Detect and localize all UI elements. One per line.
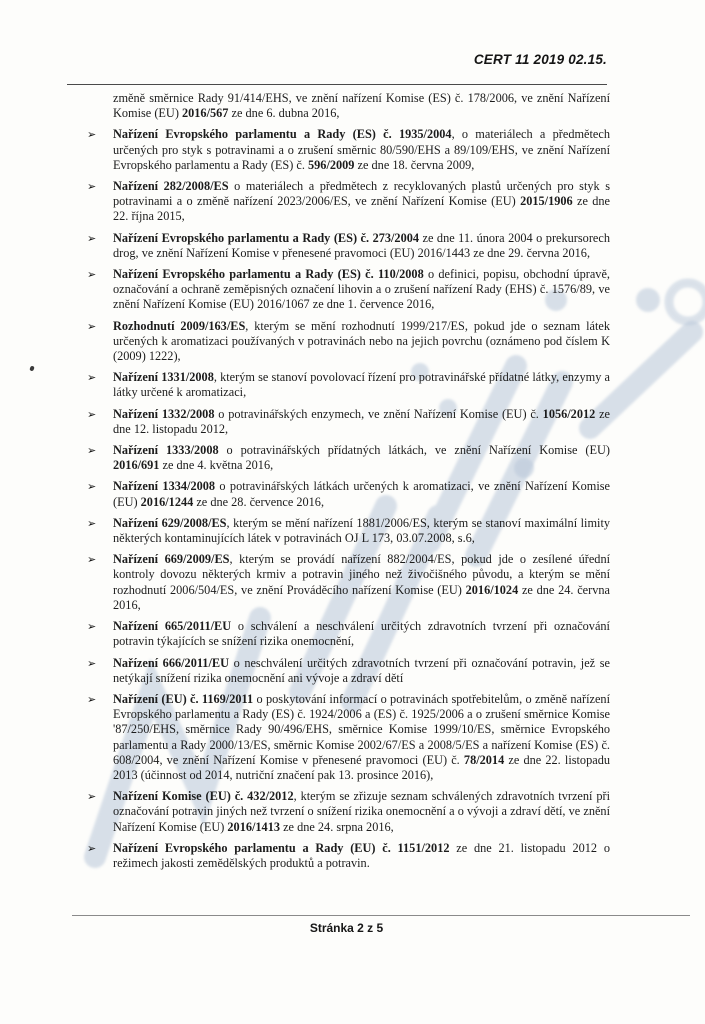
regulation-text: Nařízení 1332/2008 o potravinářských enzymech, ve znění Nařízení Komise (EU) č. 1056/2012 ze dne 12. listopadu 2012, [113, 406, 610, 436]
regulation-text: Nařízení 669/2009/ES, kterým se provádí nařízení 882/2004/ES, pokud jde o zesílené úřední kontroly dovozu některých krmiv a potravin jiného než živočišného původu, a kterým se mění rozhodnutí 2006/504/ES, ve znění Prováděcího nařízení Komise (EU) 2016/1024 ze dne 24. června 2016, [113, 552, 611, 612]
regulation-text: Nařízení 1334/2008 o potravinářských látkách určených k aromatizaci, ve znění Nařízení Komise (EU) 2016/1244 ze dne 28. července 2016, [113, 479, 610, 509]
bullet-arrow-icon: ➢ [87, 181, 97, 194]
bullet-arrow-icon: ➢ [87, 269, 97, 282]
bullet-arrow-icon: ➢ [87, 232, 97, 245]
bullet-arrow-icon: ➢ [87, 693, 97, 706]
regulation-text: Nařízení 1333/2008 o potravinářských přídatných látkách, ve znění Nařízení Komise (EU) 2016/691 ze dne 4. května 2016, [113, 443, 610, 473]
list-item [87, 479, 610, 509]
bullet-arrow-icon: ➢ [87, 517, 97, 530]
regulation-text: Nařízení 666/2011/EU o neschválení určitých zdravotních tvrzení při označování potravin, jež se netýkají snížení rizika onemocnění ani vývoje a zdraví dětí [113, 655, 610, 685]
list-item [87, 619, 610, 649]
regulation-text: Nařízení 1331/2008, kterým se stanoví povolovací řízení pro potravinářské přídatné látky, enzymy a látky určené k aromatizaci, [113, 370, 610, 400]
regulation-text: Nařízení Komise (EU) č. 432/2012, kterým se zřizuje seznam schválených zdravotních tvrzení při označování potravin jiných než tvrzení o snížení rizika onemocnění a o vývoji a zdraví dětí, ve znění Nařízení Komise (EU) 2016/1413 ze dne 24. srpna 2016, [113, 789, 611, 834]
list-item [87, 267, 610, 313]
regulation-text: Nařízení 282/2008/ES o materiálech a předmětech z recyklovaných plastů určených pro styk s potravinami a o změně nařízení 2023/2006/ES, ve znění Nařízení Komise (EU) 2015/1906 ze dne 22. října 2015, [113, 179, 611, 224]
list-item [87, 840, 610, 871]
bullet-arrow-icon: ➢ [87, 320, 97, 333]
regulation-text: Nařízení Evropského parlamentu a Rady (EU) č. 1151/2012 ze dne 21. listopadu 2012 o režimech jakosti zemědělských produktů a potravin. [113, 840, 610, 870]
list-item [87, 691, 610, 783]
bullet-arrow-icon: ➢ [87, 372, 97, 385]
regulation-text: Rozhodnutí 2009/163/ES, kterým se mění rozhodnutí 1999/217/ES, pokud jde o seznam látek určených k aromatizaci používaných v potravinách nebo na jejich povrchu (oznámeno pod číslem K (2009) 1222), [113, 318, 610, 364]
bullet-arrow-icon: ➢ [87, 445, 97, 458]
regulation-text: Nařízení 629/2008/ES, kterým se mění nařízení 1881/2006/ES, kterým se stanoví maximální limity některých kontaminujících látek v potravinách OJ L 173, 03.07.2008, s.6, [113, 515, 611, 546]
document-code: CERT 11 2019 02.15. [473, 52, 607, 67]
bullet-arrow-icon: ➢ [87, 791, 97, 804]
intro-paragraph: změně směrnice Rady 91/414/EHS, ve znění nařízení Komise (ES) č. 178/2006, ve znění Nařízení Komise (EU) 2016/567 ze dne 6. dubna 2016, [113, 91, 610, 121]
bullet-arrow-icon: ➢ [87, 621, 97, 634]
bullet-arrow-icon: ➢ [87, 408, 97, 421]
list-item [87, 552, 611, 613]
list-item [87, 318, 610, 365]
regulation-text: Nařízení Evropského parlamentu a Rady (ES) č. 110/2008 o definici, popisu, obchodní úpravě, označování a ochraně zeměpisných označení lihovin a o zrušení nařízení Rady (EHS) č. 1576/89, ve znění Nařízení Komise (EU) 2016/1067 ze dne 1. července 2016, [113, 267, 610, 312]
bullet-arrow-icon: ➢ [87, 842, 97, 855]
list-item [87, 655, 610, 686]
regulation-text: Nařízení 665/2011/EU o schválení a neschválení určitých zdravotních tvrzení při označování potravin týkajících se snížení rizika onemocnění, [113, 619, 610, 649]
list-item [87, 443, 610, 473]
list-item [87, 179, 611, 225]
bullet-arrow-icon: ➢ [87, 481, 97, 494]
page-number: Stránka 2 z 5 [309, 921, 384, 935]
header-rule [67, 84, 607, 85]
document-body [68, 91, 610, 877]
bullet-arrow-icon: ➢ [87, 129, 97, 142]
regulation-text: Nařízení Evropského parlamentu a Rady (ES) č. 273/2004 ze dne 11. února 2004 o prekursorech drog, ve znění Nařízení Komise v přenesené pravomoci (EU) 2016/1443 ze dne 29. června 2016, [113, 230, 610, 260]
regulation-text: Nařízení (EU) č. 1169/2011 o poskytování informací o potravinách spotřebitelům, o změně nařízení Evropského parlamentu a Rady (ES) č. 1924/2006 a (ES) č. 1925/2006 a o zrušení směrnice Komise '87/250/EHS, směrnice Rady 90/496/EHS, směrnice Komise 1999/10/ES, směrnice Evropského parlamentu a Rady 2000/13/ES, směrnic Komise 2002/67/ES a 2008/5/ES a nařízení Komise (ES) č. 608/2004, ve znění Nařízení Komise v přenesené pravomoci (EU) č. 78/2014 ze dne 22. listopadu 2013 (účinnost od 2014, nutriční značení pak 13. prosince 2016), [113, 691, 610, 782]
list-item [87, 127, 610, 173]
list-item [87, 230, 610, 261]
list-item [87, 370, 610, 400]
regulation-text: Nařízení Evropského parlamentu a Rady (ES) č. 1935/2004, o materiálech a předmětech určených pro styk s potravinami a o zrušení směrnic 80/590/EHS a 89/109/EHS, ve znění Nařízení Evropského parlamentu a Rady (ES) č. 596/2009 ze dne 18. června 2009, [113, 127, 610, 172]
footer-rule [72, 915, 690, 916]
bullet-arrow-icon: ➢ [87, 657, 97, 670]
list-item [87, 789, 611, 835]
bullet-arrow-icon: ➢ [87, 554, 97, 567]
list-item [87, 406, 610, 437]
regulation-list [68, 127, 610, 871]
list-item [87, 515, 611, 546]
